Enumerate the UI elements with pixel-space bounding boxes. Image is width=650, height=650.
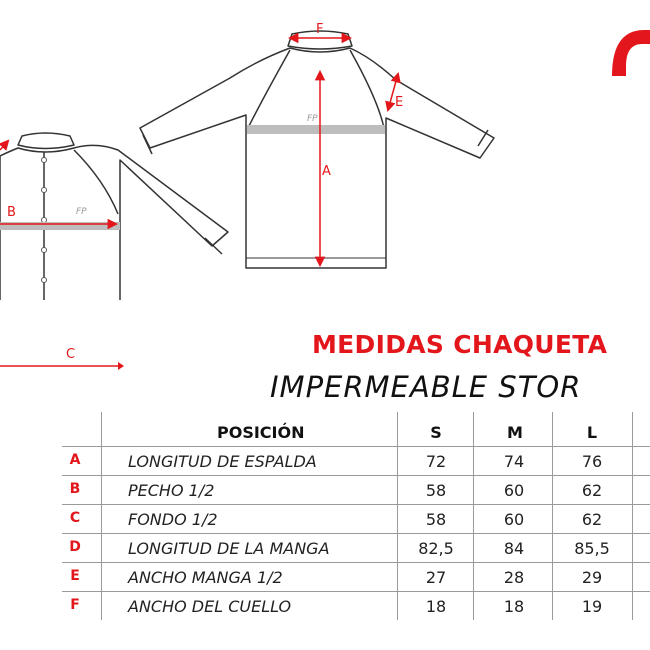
row-description: PECHO 1/2 (128, 481, 215, 500)
header-size-m: M (507, 423, 523, 442)
table-row (60, 476, 650, 505)
measure-label-c-wrap (0, 300, 130, 380)
measure-label-c: C (66, 347, 76, 362)
value-m: 18 (503, 597, 525, 616)
row-letter: E (70, 568, 80, 584)
row-description: ANCHO DEL CUELLO (128, 597, 292, 616)
row-letter: C (69, 510, 81, 526)
table-row (60, 592, 650, 621)
value-s: 58 (425, 481, 447, 500)
title-main: MEDIDAS CHAQUETA (312, 330, 608, 359)
row-letter: A (69, 452, 81, 468)
jacket-back-view (140, 31, 494, 268)
table-row (60, 534, 650, 563)
value-s: 72 (425, 452, 447, 471)
row-letter: D (69, 539, 81, 555)
value-m: 74 (503, 452, 525, 471)
value-s: 58 (425, 510, 447, 529)
value-l: 62 (581, 510, 603, 529)
row-letter: B (69, 481, 81, 497)
logo-mark-front: FP (76, 207, 87, 217)
table-row (60, 563, 650, 592)
measure-label-e: E (395, 95, 404, 110)
value-s: 82,5 (418, 539, 454, 558)
table-row (60, 447, 650, 476)
value-m: 60 (503, 481, 525, 500)
title-subtitle: IMPERMEABLE STOR (270, 370, 582, 404)
row-description: LONGITUD DE ESPALDA (128, 452, 317, 471)
value-m: 60 (503, 510, 525, 529)
value-l: 62 (581, 481, 603, 500)
header-size-l: L (586, 423, 598, 442)
reflective-band-front (0, 222, 120, 230)
brand-logo-icon (612, 30, 650, 76)
logo-mark-back: FP (307, 114, 318, 124)
value-s: 27 (425, 568, 447, 587)
value-m: 84 (503, 539, 525, 558)
row-description: ANCHO MANGA 1/2 (128, 568, 283, 587)
jacket-illustration (0, 0, 650, 300)
jacket-front-view (0, 133, 228, 300)
value-s: 18 (425, 597, 447, 616)
header-position: POSICIÓN (217, 423, 305, 442)
value-l: 85,5 (574, 539, 610, 558)
value-m: 28 (503, 568, 525, 587)
measure-label-b: B (7, 205, 16, 220)
measure-label-f: F (316, 22, 324, 37)
row-description: FONDO 1/2 (128, 510, 218, 529)
table-row (60, 505, 650, 534)
value-l: 29 (581, 568, 603, 587)
header-size-s: S (430, 423, 442, 442)
value-l: 19 (581, 597, 603, 616)
value-l: 76 (581, 452, 603, 471)
row-description: LONGITUD DE LA MANGA (128, 539, 330, 558)
reflective-band (247, 125, 385, 134)
row-letter: F (70, 597, 80, 613)
measure-label-a: A (322, 164, 331, 179)
